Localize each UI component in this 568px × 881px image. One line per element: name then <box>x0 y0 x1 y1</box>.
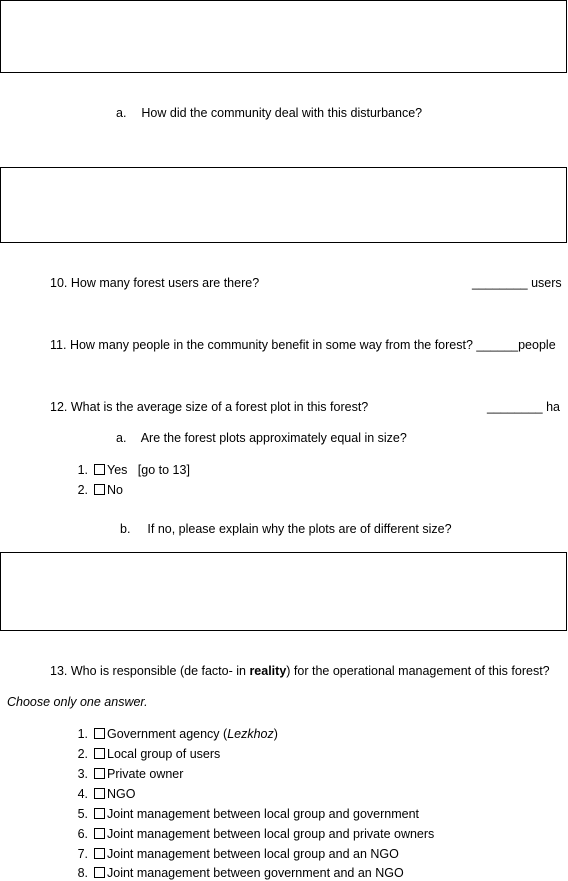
option-label: Joint management between local group and an NGO <box>107 847 399 861</box>
option-2[interactable] <box>68 746 220 762</box>
question-text: How many forest users are there? <box>70 276 260 290</box>
question-12b <box>120 521 452 537</box>
question-number: 11. <box>50 338 67 352</box>
option-label: Yes [go to 13] <box>107 463 190 477</box>
option-4[interactable] <box>68 786 135 802</box>
option-no[interactable] <box>68 482 123 498</box>
option-number: 1. <box>77 463 88 477</box>
option-7[interactable] <box>68 846 399 862</box>
option-label: Joint management between local group and private owners <box>107 827 435 841</box>
checkbox-icon[interactable] <box>94 848 105 859</box>
option-number: 7. <box>77 847 88 861</box>
answer-users[interactable] <box>472 275 562 291</box>
blank-line[interactable]: ________ <box>472 276 528 290</box>
instruction <box>7 694 148 710</box>
checkbox-icon[interactable] <box>94 484 105 495</box>
option-number: 2. <box>77 747 88 761</box>
option-number: 8. <box>77 866 88 880</box>
question-text-after: ) for the operational management of this forest? <box>286 664 550 678</box>
option-number: 6. <box>77 827 88 841</box>
option-label: Joint management between local group and government <box>107 807 420 821</box>
answer-box-plot-size[interactable] <box>0 552 567 631</box>
option-5[interactable] <box>68 806 419 822</box>
option-label: No <box>107 483 123 497</box>
option-number: 2. <box>77 483 88 497</box>
question-text: How did the community deal with this disturbance? <box>141 106 423 120</box>
question-letter: b. <box>120 522 131 536</box>
checkbox-icon[interactable] <box>94 828 105 839</box>
question-10 <box>50 275 259 291</box>
question-text: How many people in the community benefit in some way from the forest? <box>69 338 473 352</box>
question-number: 12. <box>50 400 68 414</box>
question-number: 13. <box>50 664 68 678</box>
question-13 <box>50 663 550 679</box>
option-8[interactable] <box>68 865 404 881</box>
checkbox-icon[interactable] <box>94 728 105 739</box>
checkbox-icon[interactable] <box>94 788 105 799</box>
question-12a <box>116 430 407 446</box>
option-label: Local group of users <box>107 747 221 761</box>
question-text-bold: reality <box>249 664 287 678</box>
checkbox-icon[interactable] <box>94 464 105 475</box>
unit-label: people <box>518 338 556 352</box>
option-label-suffix: ) <box>273 727 278 741</box>
option-label: Private owner <box>107 767 184 781</box>
checkbox-icon[interactable] <box>94 768 105 779</box>
question-11 <box>50 337 556 353</box>
checkbox-icon[interactable] <box>94 808 105 819</box>
question-text: Are the forest plots approximately equal in size? <box>140 431 407 445</box>
checkbox-icon[interactable] <box>94 748 105 759</box>
question-letter: a. <box>116 106 127 120</box>
blank-line[interactable]: ________ <box>487 400 543 414</box>
checkbox-icon[interactable] <box>94 867 105 878</box>
option-label: NGO <box>107 787 136 801</box>
question-number: 10. <box>50 276 68 290</box>
answer-box-community-deal[interactable] <box>0 167 567 243</box>
option-yes[interactable] <box>68 462 190 478</box>
unit-label: ha <box>546 400 561 414</box>
answer-ha[interactable] <box>487 399 560 415</box>
unit-label: users <box>531 276 562 290</box>
option-6[interactable] <box>68 826 434 842</box>
blank-line[interactable]: ______ <box>476 338 519 352</box>
option-number: 1. <box>77 727 88 741</box>
question-12 <box>50 399 368 415</box>
question-text-before: Who is responsible (de facto- in <box>70 664 250 678</box>
instruction-text: Choose only one answer. <box>7 695 148 709</box>
option-label-italic: Lezkhoz <box>227 727 274 741</box>
option-number: 3. <box>77 767 88 781</box>
question-text: If no, please explain why the plots are of different size? <box>147 522 452 536</box>
question-text: What is the average size of a forest plot in this forest? <box>70 400 369 414</box>
question-disturbance-deal <box>116 105 422 121</box>
option-label: Joint management between government and an NGO <box>107 866 404 880</box>
option-label-prefix: Government agency ( <box>107 727 228 741</box>
option-number: 4. <box>77 787 88 801</box>
question-letter: a. <box>116 431 127 445</box>
answer-box-disturbance[interactable] <box>0 0 567 73</box>
option-3[interactable] <box>68 766 183 782</box>
option-1[interactable] <box>68 726 278 742</box>
option-number: 5. <box>77 807 88 821</box>
